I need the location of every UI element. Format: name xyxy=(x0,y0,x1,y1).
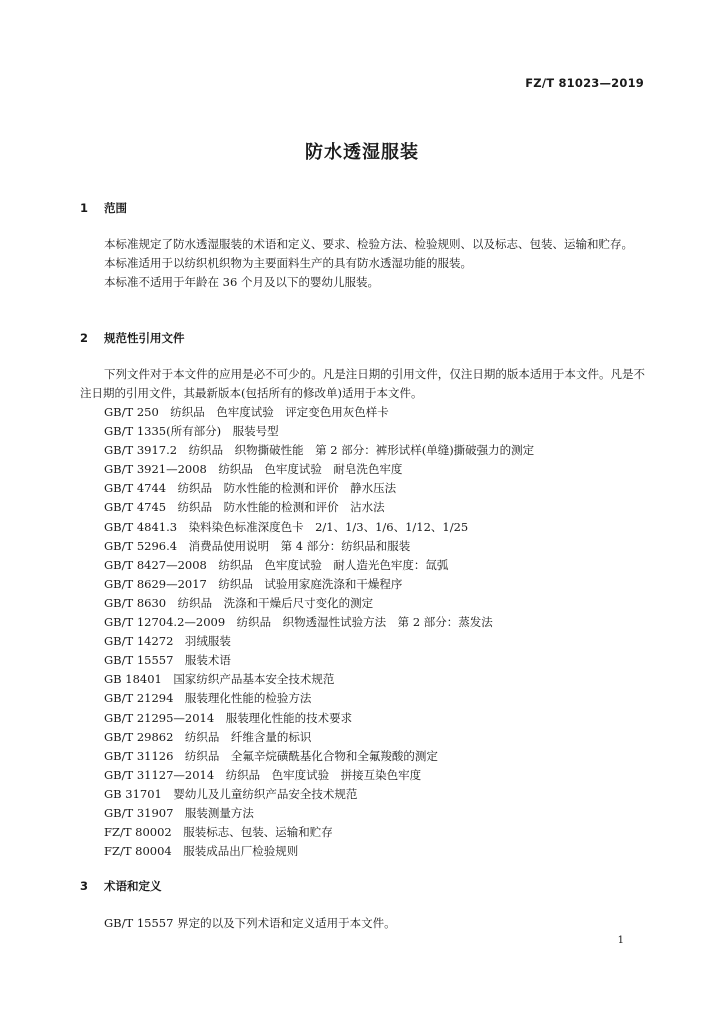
section-2-heading xyxy=(80,330,185,346)
reference-item: GB/T 3921—2008 纺织品 色牢度试验 耐皂洗色牢度 xyxy=(104,462,403,477)
reference-item: FZ/T 80002 服装标志、包装、运输和贮存 xyxy=(104,825,333,840)
section-3-intro xyxy=(80,914,645,933)
reference-item: GB/T 31907 服装测量方法 xyxy=(104,805,254,820)
reference-item: GB/T 8629—2017 纺织品 试验用家庭洗涤和干燥程序 xyxy=(104,576,403,591)
reference-item: GB/T 3917.2 纺织品 织物撕破性能 第 2 部分：裤形试样(单缝)撕破强力的测定 xyxy=(104,443,535,458)
page-number: 1 xyxy=(617,935,624,946)
section-title: 术语和定义 xyxy=(104,879,162,893)
reference-item: GB/T 15557 服装术语 xyxy=(104,653,231,668)
reference-item: GB/T 12704.2—2009 纺织品 织物透湿性试验方法 第 2 部分：蒸发法 xyxy=(104,615,493,630)
reference-item: GB 18401 国家纺织产品基本安全技术规范 xyxy=(104,672,335,687)
section-1-heading xyxy=(80,200,127,216)
reference-item: GB/T 4841.3 染料染色标准深度色卡 2/1、1/3、1/6、1/12、1/25 xyxy=(104,519,469,534)
reference-item: GB/T 8427—2008 纺织品 色牢度试验 耐人造光色牢度：氙弧 xyxy=(104,557,449,572)
reference-list xyxy=(104,403,534,861)
reference-item: GB/T 4745 纺织品 防水性能的检测和评价 沾水法 xyxy=(104,500,385,515)
document-title: 防水透湿服装 xyxy=(305,142,419,163)
reference-item: GB/T 31127—2014 纺织品 色牢度试验 拼接互染色牢度 xyxy=(104,767,422,782)
reference-item: GB/T 21295—2014 服装理化性能的技术要求 xyxy=(104,710,353,725)
section-2-intro xyxy=(80,365,645,403)
paragraph: GB/T 15557 界定的以及下列术语和定义适用于本文件。 xyxy=(104,916,396,930)
reference-item: GB/T 4744 纺织品 防水性能的检测和评价 静水压法 xyxy=(104,481,397,496)
reference-item: GB/T 8630 纺织品 洗涤和干燥后尺寸变化的测定 xyxy=(104,595,374,610)
reference-item: GB/T 5296.4 消费品使用说明 第 4 部分：纺织品和服装 xyxy=(104,538,411,553)
section-title: 范围 xyxy=(104,201,127,215)
section-title: 规范性引用文件 xyxy=(104,331,185,345)
section-number: 3 xyxy=(80,879,89,893)
reference-item: FZ/T 80004 服装成品出厂检验规则 xyxy=(104,844,299,859)
paragraph: 本标准适用于以纺织机织物为主要面料生产的具有防水透湿功能的服装。 xyxy=(104,256,472,270)
paragraph: 下列文件对于本文件的应用是必不可少的。凡是注日期的引用文件，仅注日期的版本适用于本文件。凡是不注日期的引用文件，其最新版本(包括所有的修改单)适用于本文件。 xyxy=(80,367,645,400)
section-number: 2 xyxy=(80,331,89,345)
reference-item: GB/T 31126 纺织品 全氟辛烷磺酰基化合物和全氟羧酸的测定 xyxy=(104,748,438,763)
reference-item: GB/T 21294 服装理化性能的检验方法 xyxy=(104,691,312,706)
section-3-heading xyxy=(80,878,162,894)
reference-item: GB/T 250 纺织品 色牢度试验 评定变色用灰色样卡 xyxy=(104,405,389,419)
reference-item: GB 31701 婴幼儿及儿童纺织产品安全技术规范 xyxy=(104,786,358,801)
section-1-body xyxy=(80,235,645,292)
section-number: 1 xyxy=(80,201,89,215)
document-number: FZ/T 81023—2019 xyxy=(525,76,644,90)
reference-item: GB/T 14272 羽绒服装 xyxy=(104,634,231,649)
paragraph: 本标准不适用于年龄在 36 个月及以下的婴幼儿服装。 xyxy=(104,275,379,289)
reference-item: GB/T 29862 纺织品 纤维含量的标识 xyxy=(104,729,312,744)
reference-item: GB/T 1335(所有部分) 服装号型 xyxy=(104,424,279,439)
paragraph: 本标准规定了防水透湿服装的术语和定义、要求、检验方法、检验规则、以及标志、包装、运输和贮存。 xyxy=(104,237,633,251)
